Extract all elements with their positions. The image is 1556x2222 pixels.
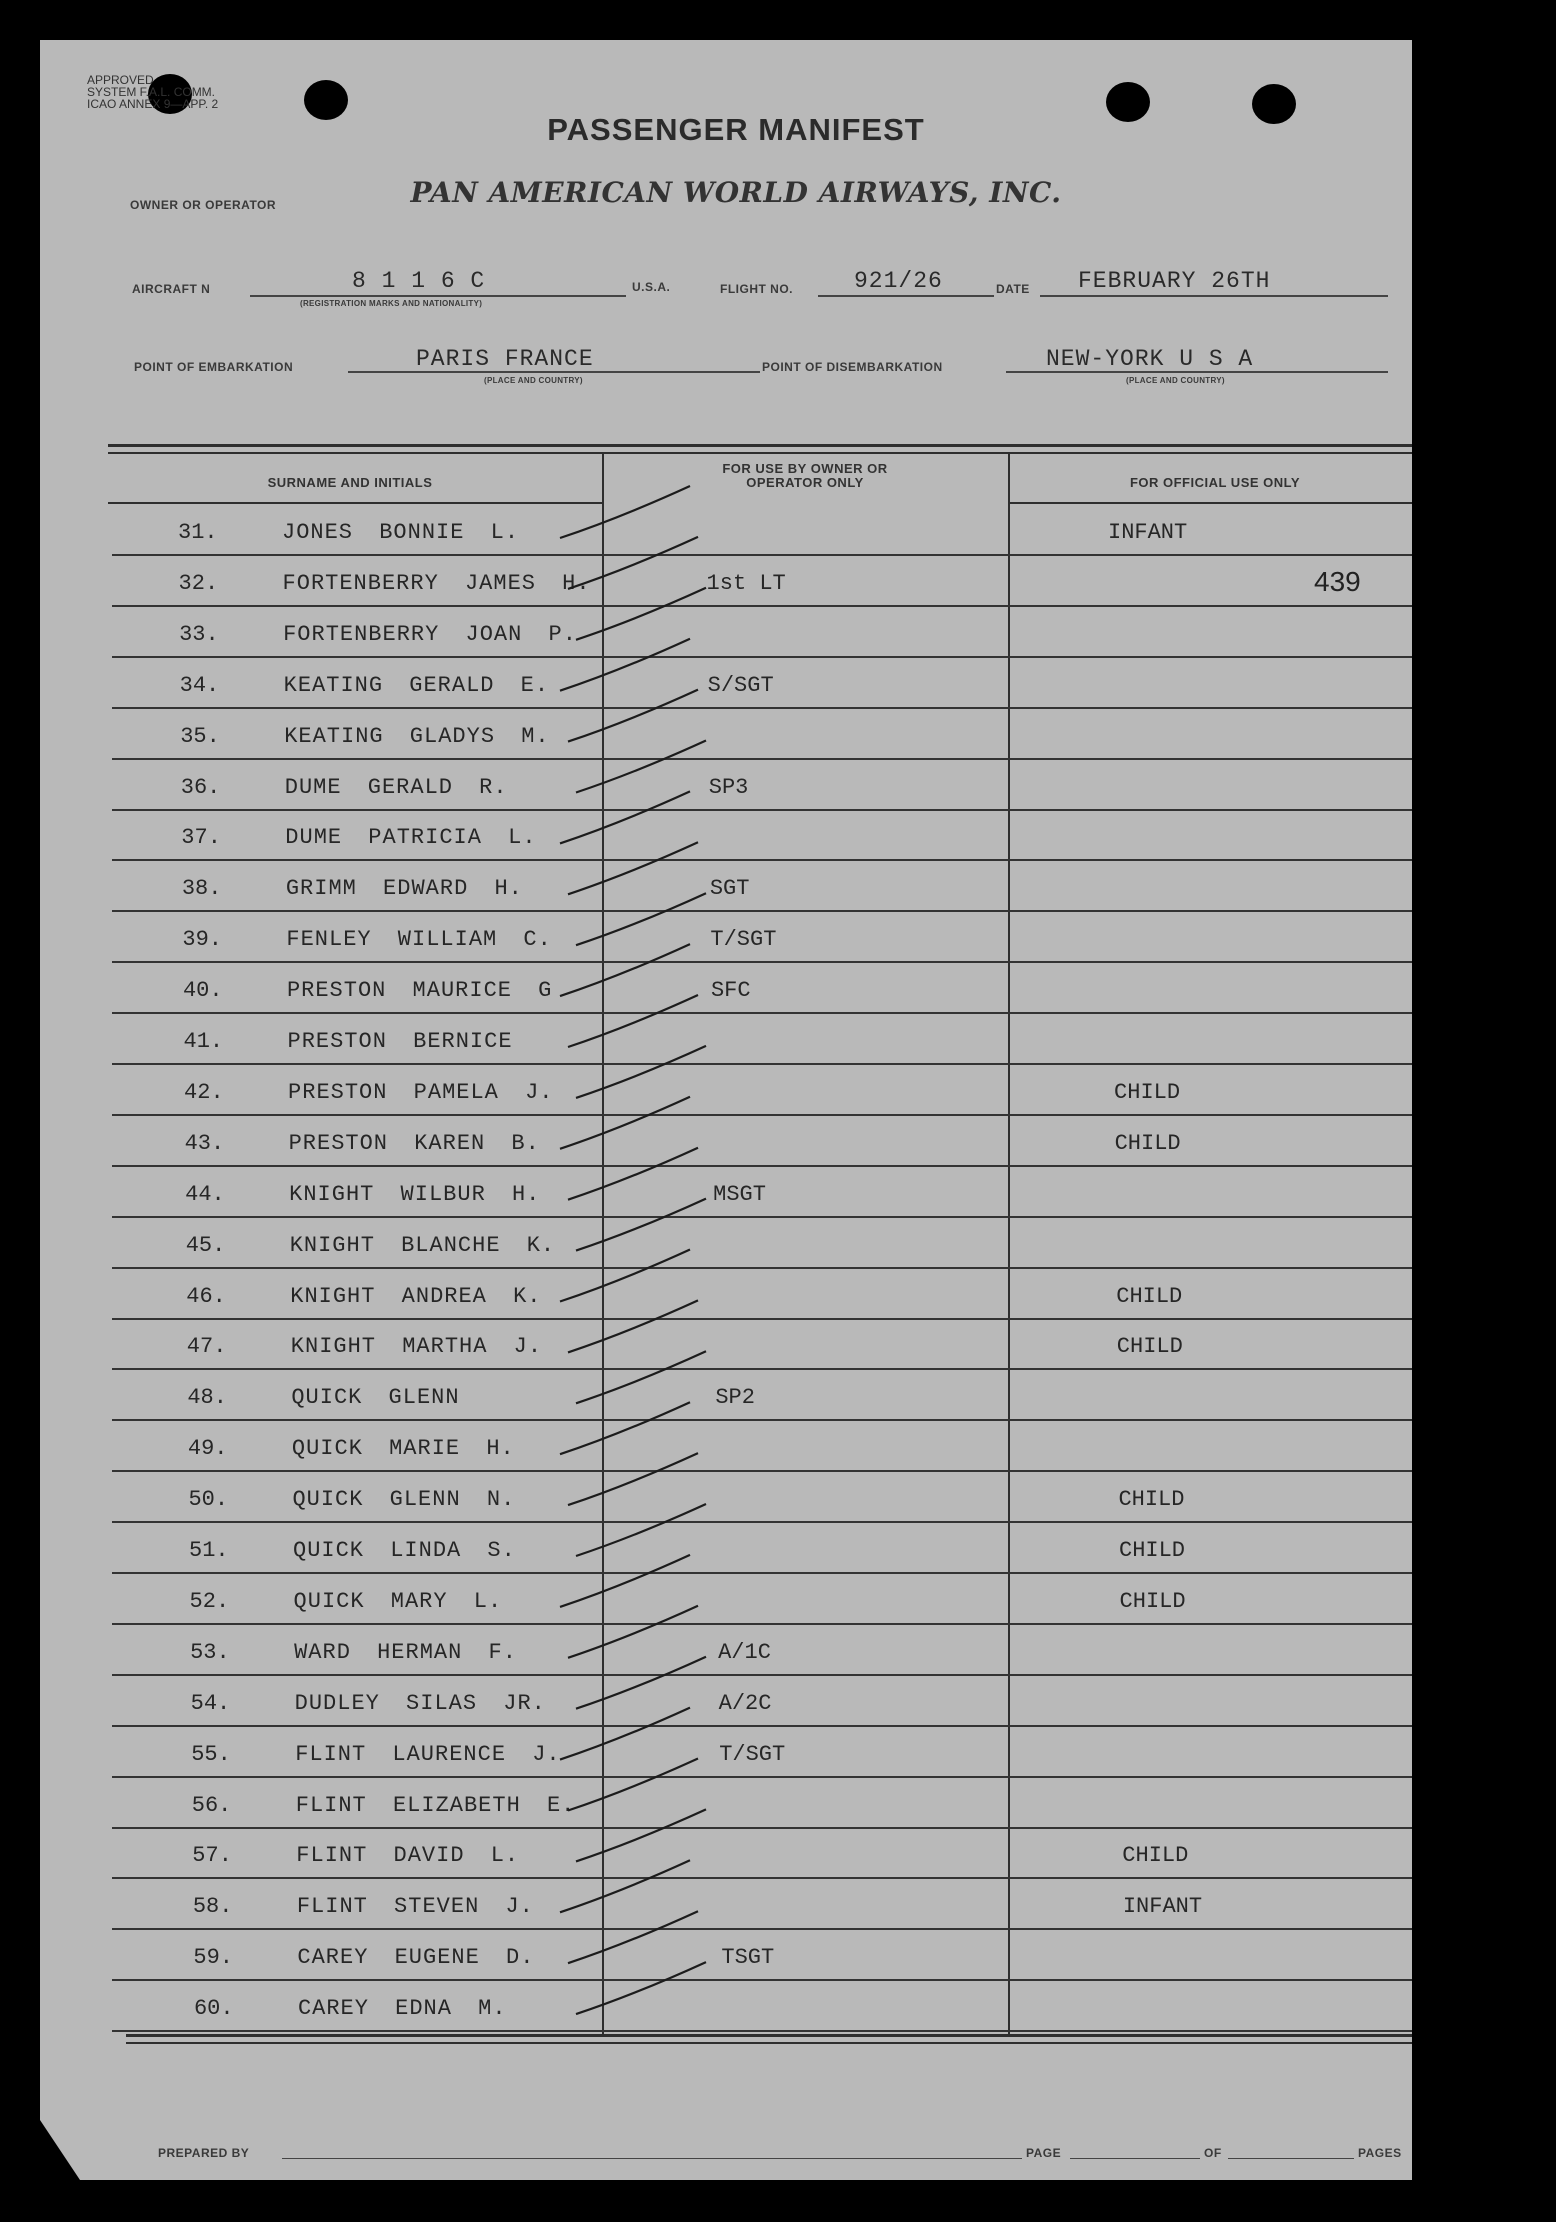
row-rule bbox=[112, 1063, 1412, 1065]
page-number-stamp: 439 bbox=[1314, 566, 1361, 597]
table-row bbox=[0, 612, 1556, 663]
table-row bbox=[0, 1019, 1556, 1070]
owner-label: OWNER OR OPERATOR bbox=[130, 198, 277, 212]
passenger-number: 51. bbox=[189, 1538, 229, 1563]
table-row bbox=[0, 714, 1556, 765]
passenger-name: PRESTON PAMELA J. bbox=[288, 1079, 554, 1105]
column-header-owner-use: FOR USE BY OWNER OR OPERATOR ONLY bbox=[722, 461, 888, 490]
table-top-rule bbox=[108, 444, 1412, 447]
official-note: CHILD bbox=[1118, 1487, 1185, 1513]
column-header-surname: SURNAME AND INITIALS bbox=[267, 475, 433, 490]
approval-note bbox=[87, 74, 267, 110]
row-rule bbox=[112, 2030, 1412, 2032]
passenger-name: QUICK LINDA S. bbox=[293, 1538, 516, 1563]
passenger-name: FLINT ELIZABETH E. bbox=[295, 1792, 576, 1818]
table-row bbox=[0, 1783, 1556, 1834]
passenger-number: 44. bbox=[185, 1181, 225, 1207]
row-rule bbox=[112, 1267, 1412, 1269]
passenger-name: FORTENBERRY JAMES H. bbox=[282, 570, 591, 596]
passenger-name: CAREY EDNA M. bbox=[297, 1996, 507, 2022]
of-underline bbox=[1228, 2158, 1354, 2159]
prepared-by-underline bbox=[282, 2158, 1022, 2159]
punch-hole bbox=[1106, 82, 1150, 122]
passenger-name: KNIGHT MARTHA J. bbox=[290, 1334, 543, 1360]
passenger-number: 31. bbox=[178, 520, 218, 545]
passenger-name: KNIGHT ANDREA K. bbox=[290, 1283, 542, 1309]
passenger-number: 56. bbox=[191, 1792, 232, 1818]
aircraft-underline bbox=[250, 295, 626, 297]
passenger-number: 35. bbox=[180, 723, 220, 749]
table-row bbox=[0, 1528, 1556, 1579]
passenger-name: QUICK MARY L. bbox=[293, 1588, 503, 1614]
table-row bbox=[0, 1935, 1556, 1986]
passenger-number: 53. bbox=[190, 1639, 230, 1665]
official-note: CHILD bbox=[1119, 1538, 1186, 1563]
passenger-number: 38. bbox=[181, 876, 222, 902]
airline-name: PAN AMERICAN WORLD AIRWAYS, INC. bbox=[410, 176, 1062, 209]
table-row bbox=[0, 815, 1556, 866]
row-rule bbox=[112, 554, 1412, 556]
row-rule bbox=[112, 1572, 1412, 1574]
official-note: CHILD bbox=[1119, 1588, 1186, 1614]
passenger-number: 47. bbox=[186, 1334, 227, 1360]
passenger-number: 60. bbox=[193, 1996, 234, 2022]
header-underline bbox=[108, 502, 604, 504]
table-row bbox=[0, 1630, 1556, 1681]
row-rule bbox=[112, 758, 1412, 760]
table-row bbox=[0, 765, 1556, 816]
row-rule bbox=[112, 1368, 1412, 1370]
passenger-number: 45. bbox=[185, 1232, 226, 1258]
passenger-name: FLINT DAVID L. bbox=[296, 1843, 520, 1869]
punch-hole bbox=[1252, 84, 1296, 124]
passenger-name: DUME GERALD R. bbox=[284, 774, 508, 800]
table-bottom-rule bbox=[126, 2034, 1412, 2037]
passenger-number: 37. bbox=[181, 825, 221, 851]
passenger-number: 59. bbox=[193, 1945, 233, 1971]
passenger-name: PRESTON MAURICE G bbox=[286, 978, 553, 1004]
passenger-name: KNIGHT BLANCHE K. bbox=[289, 1232, 556, 1258]
passenger-rank: TSGT bbox=[721, 1945, 775, 1971]
passenger-rank: A/2C bbox=[718, 1690, 772, 1716]
row-rule bbox=[112, 605, 1412, 607]
table-row bbox=[0, 1121, 1556, 1172]
passenger-name: JONES BONNIE L. bbox=[282, 520, 520, 545]
passenger-number: 48. bbox=[187, 1385, 227, 1411]
table-row bbox=[0, 1426, 1556, 1477]
embarkation-label: POINT OF EMBARKATION bbox=[134, 360, 294, 374]
embarkation-place-note: (PLACE AND COUNTRY) bbox=[484, 376, 583, 385]
row-rule bbox=[112, 1623, 1412, 1625]
passenger-rank: T/SGT bbox=[719, 1741, 786, 1767]
table-row bbox=[0, 1732, 1556, 1783]
passenger-name: KEATING GLADYS M. bbox=[284, 723, 550, 749]
table-row bbox=[0, 1681, 1556, 1732]
row-rule bbox=[112, 1521, 1412, 1523]
passenger-number: 33. bbox=[179, 621, 219, 647]
passenger-name: DUDLEY SILAS JR. bbox=[294, 1690, 546, 1716]
passenger-number: 58. bbox=[192, 1894, 233, 1920]
passenger-number: 49. bbox=[187, 1436, 228, 1462]
passenger-name: QUICK GLENN bbox=[291, 1385, 460, 1411]
passenger-name: FENLEY WILLIAM C. bbox=[286, 927, 552, 953]
table-row bbox=[0, 1884, 1556, 1935]
official-note: CHILD bbox=[1114, 1130, 1181, 1156]
passenger-number: 43. bbox=[184, 1130, 225, 1156]
approval-line: APPROVED bbox=[87, 73, 154, 87]
of-label: OF bbox=[1204, 2146, 1222, 2160]
table-row bbox=[0, 1579, 1556, 1630]
row-rule bbox=[112, 859, 1412, 861]
disembarkation-value: NEW-YORK U S A bbox=[1046, 346, 1254, 372]
pages-label: PAGES bbox=[1358, 2146, 1402, 2160]
prepared-by-label: PREPARED BY bbox=[158, 2146, 250, 2160]
official-note: INFANT bbox=[1122, 1894, 1203, 1920]
passenger-number: 39. bbox=[182, 927, 222, 953]
passenger-rank: SP2 bbox=[715, 1385, 755, 1411]
passenger-number: 46. bbox=[186, 1283, 226, 1309]
registration-note: (REGISTRATION MARKS AND NATIONALITY) bbox=[300, 299, 483, 308]
passenger-rank: A/1C bbox=[718, 1639, 771, 1665]
table-row bbox=[0, 510, 1556, 561]
passenger-rank: MSGT bbox=[713, 1181, 766, 1207]
passenger-name: KEATING GERALD E. bbox=[283, 672, 550, 698]
official-note: INFANT bbox=[1108, 520, 1188, 545]
header-underline bbox=[1008, 502, 1412, 504]
approval-line: ICAO ANNEX 9—APP. 2 bbox=[87, 97, 219, 111]
table-row bbox=[0, 561, 1556, 612]
row-rule bbox=[112, 1827, 1412, 1829]
row-rule bbox=[112, 1216, 1412, 1218]
table-row bbox=[0, 1324, 1556, 1375]
embarkation-value: PARIS FRANCE bbox=[416, 346, 594, 372]
passenger-name: PRESTON KAREN B. bbox=[288, 1130, 540, 1156]
table-row bbox=[0, 1070, 1556, 1121]
column-header-official-use: FOR OFFICIAL USE ONLY bbox=[1129, 475, 1301, 490]
table-row bbox=[0, 1477, 1556, 1528]
row-rule bbox=[112, 1725, 1412, 1727]
row-rule bbox=[112, 1928, 1412, 1930]
passenger-number: 34. bbox=[179, 672, 220, 698]
country-label: U.S.A. bbox=[632, 280, 671, 294]
official-note: CHILD bbox=[1116, 1283, 1183, 1309]
passenger-name: QUICK GLENN N. bbox=[292, 1487, 516, 1513]
table-row bbox=[0, 1172, 1556, 1223]
passenger-number: 50. bbox=[188, 1487, 229, 1513]
passenger-rank: SP3 bbox=[708, 774, 749, 800]
page-title: PASSENGER MANIFEST bbox=[547, 112, 925, 147]
punch-hole bbox=[304, 80, 348, 120]
passenger-number: 57. bbox=[192, 1843, 232, 1869]
row-rule bbox=[112, 707, 1412, 709]
row-rule bbox=[112, 1114, 1412, 1116]
row-rule bbox=[112, 1877, 1412, 1879]
aircraft-value: 8 1 1 6 C bbox=[352, 268, 486, 294]
passenger-name: KNIGHT WILBUR H. bbox=[289, 1181, 541, 1207]
row-rule bbox=[112, 1318, 1412, 1320]
passenger-number: 54. bbox=[190, 1690, 231, 1716]
table-top-rule bbox=[108, 452, 1412, 454]
official-note: CHILD bbox=[1116, 1334, 1183, 1360]
passenger-number: 42. bbox=[184, 1079, 224, 1105]
approval-line: SYSTEM F.A.L. COMM. bbox=[87, 85, 216, 99]
passenger-rank: T/SGT bbox=[710, 927, 777, 953]
row-rule bbox=[112, 1979, 1412, 1981]
passenger-name: PRESTON BERNICE bbox=[287, 1029, 513, 1054]
passenger-number: 41. bbox=[183, 1029, 224, 1054]
row-rule bbox=[112, 809, 1412, 811]
passenger-number: 36. bbox=[180, 774, 221, 800]
passenger-rank: SFC bbox=[710, 978, 751, 1004]
table-row bbox=[0, 968, 1556, 1019]
page-label: PAGE bbox=[1026, 2146, 1062, 2160]
passenger-number: 32. bbox=[178, 570, 219, 596]
date-value: FEBRUARY 26TH bbox=[1078, 268, 1271, 294]
row-rule bbox=[112, 1470, 1412, 1472]
row-rule bbox=[112, 961, 1412, 963]
official-note: CHILD bbox=[1114, 1079, 1181, 1105]
table-row bbox=[0, 1223, 1556, 1274]
passenger-name: FLINT LAURENCE J. bbox=[295, 1741, 561, 1767]
table-row bbox=[0, 1833, 1556, 1884]
passenger-name: QUICK MARIE H. bbox=[291, 1436, 515, 1462]
row-rule bbox=[112, 1165, 1412, 1167]
table-row bbox=[0, 1375, 1556, 1426]
row-rule bbox=[112, 1012, 1412, 1014]
passenger-name: FORTENBERRY JOAN P. bbox=[283, 621, 577, 647]
date-label: DATE bbox=[996, 282, 1030, 296]
passenger-number: 52. bbox=[189, 1588, 230, 1614]
page-underline bbox=[1070, 2158, 1200, 2159]
flight-value: 921/26 bbox=[854, 268, 943, 294]
passenger-number: 40. bbox=[182, 978, 223, 1004]
passenger-rank: SGT bbox=[709, 876, 750, 902]
row-rule bbox=[112, 656, 1412, 658]
passenger-name: WARD HERMAN F. bbox=[294, 1639, 517, 1665]
flight-label: FLIGHT NO. bbox=[720, 282, 793, 296]
table-row bbox=[0, 866, 1556, 917]
flight-underline bbox=[818, 295, 994, 297]
disembarkation-label: POINT OF DISEMBARKATION bbox=[762, 360, 943, 374]
aircraft-label: AIRCRAFT N bbox=[132, 282, 211, 296]
table-bottom-rule bbox=[126, 2042, 1412, 2044]
table-row bbox=[0, 1986, 1556, 2037]
row-rule bbox=[112, 1674, 1412, 1676]
row-rule bbox=[112, 910, 1412, 912]
official-note: CHILD bbox=[1122, 1843, 1189, 1869]
table-row bbox=[0, 917, 1556, 968]
date-underline bbox=[1040, 295, 1388, 297]
disembarkation-place-note: (PLACE AND COUNTRY) bbox=[1126, 376, 1225, 385]
row-rule bbox=[112, 1776, 1412, 1778]
passenger-rank: S/SGT bbox=[707, 672, 774, 698]
passenger-name: GRIMM EDWARD H. bbox=[285, 876, 523, 902]
table-row bbox=[0, 1274, 1556, 1325]
passenger-name: FLINT STEVEN J. bbox=[296, 1894, 534, 1920]
row-rule bbox=[112, 1419, 1412, 1421]
passenger-name: CAREY EUGENE D. bbox=[297, 1945, 535, 1971]
passenger-number: 55. bbox=[191, 1741, 231, 1767]
table-row bbox=[0, 663, 1556, 714]
passenger-name: DUME PATRICIA L. bbox=[285, 825, 537, 851]
passenger-rank: 1st LT bbox=[706, 570, 786, 596]
